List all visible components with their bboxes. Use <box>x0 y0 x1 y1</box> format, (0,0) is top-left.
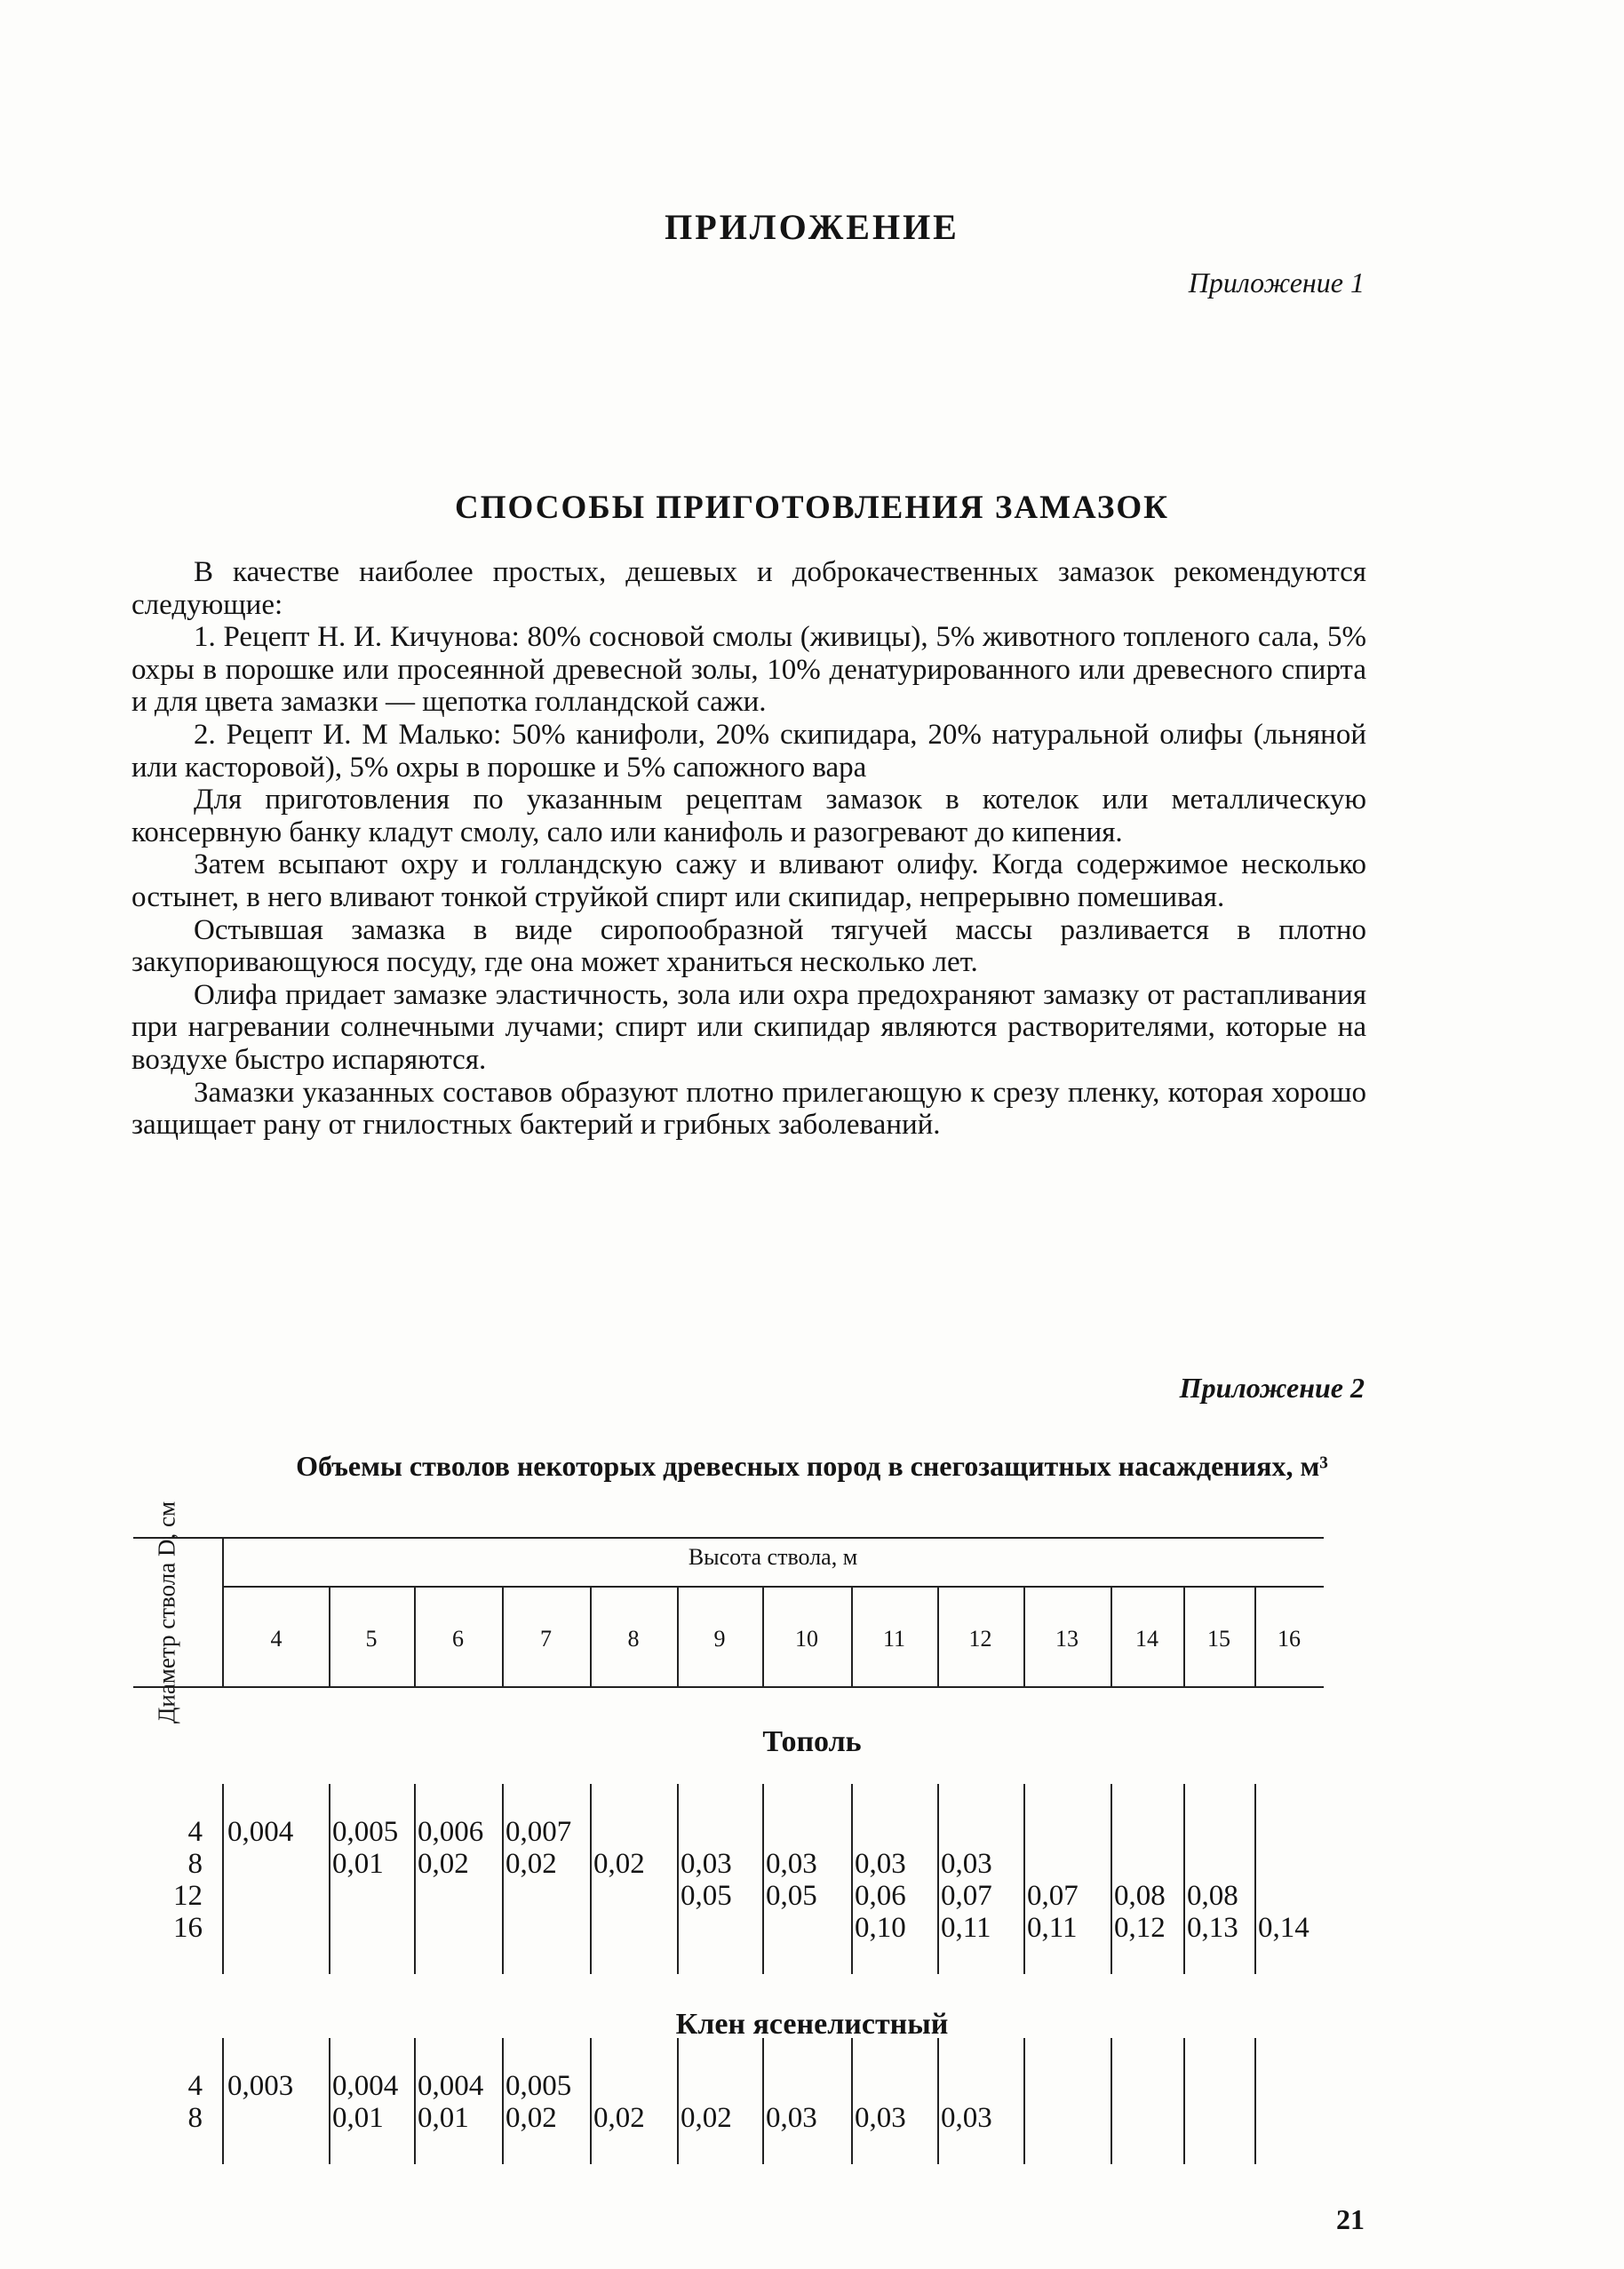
volume-cell: 0,02 <box>506 1848 557 1880</box>
body-text <box>131 556 1366 1142</box>
table-caption: Объемы стволов некоторых древесных пород в снегозащитных насаждениях, м³ <box>296 1450 1328 1482</box>
volume-cell: 0,004 <box>332 2070 399 2102</box>
column-divider <box>851 1784 853 1974</box>
column-divider <box>590 1586 592 1686</box>
paragraph: Для приготовления по указанным рецептам замазок в котелок или металлическую консервную банку кладут смолу, сало или канифоль и разогревают до кипения. <box>131 784 1366 848</box>
row-diameter: 4 <box>187 1816 203 1848</box>
height-column-header: 11 <box>882 1626 906 1652</box>
column-divider <box>329 1586 330 1686</box>
column-divider <box>677 2038 679 2164</box>
height-subheader-rule <box>222 1586 1324 1588</box>
volume-cell: 0,03 <box>855 2102 906 2134</box>
column-divider <box>851 1586 853 1686</box>
volume-cell: 0,03 <box>766 1848 817 1880</box>
row-header <box>114 1501 220 1724</box>
volume-cell: 0,13 <box>1187 1912 1238 1944</box>
header-bottom-rule <box>133 1686 1324 1688</box>
column-divider <box>677 1784 679 1974</box>
paragraph: 2. Рецепт И. М Малько: 50% канифоли, 20% скипидара, 20% натуральной олифы (льняной или касторовой), 5% охры в порошке и 5% сапожного вара <box>131 718 1366 784</box>
volume-cell: 0,006 <box>418 1816 484 1848</box>
volume-cell: 0,004 <box>418 2070 484 2102</box>
row-diameter: 4 <box>187 2070 203 2102</box>
volume-cell: 0,03 <box>855 1848 906 1880</box>
paragraph: Остывшая замазка в виде сиропообразной тягучей массы разливается в плотно закупоривающуюся посуду, где она может храниться несколько лет. <box>131 913 1366 979</box>
row-header-text: Диаметр ствола D, см <box>153 1501 180 1724</box>
volume-cell: 0,003 <box>227 2070 294 2102</box>
volume-cell: 0,02 <box>593 2102 645 2134</box>
volume-cell: 0,005 <box>506 2070 572 2102</box>
paragraph: Замазки указанных составов образуют плотно прилегающую к срезу пленку, которая хорошо защищает рану от гнилостных бактерий и грибных заболеваний. <box>131 1076 1366 1142</box>
height-column-header: 10 <box>795 1626 818 1652</box>
column-divider <box>762 1586 764 1686</box>
volume-cell: 0,03 <box>941 2102 992 2134</box>
paragraph: Олифа придает замазке эластичность, зола или охра предохраняют замазку от растапливания при нагревании солнечными лучами; спирт или скипидар являются растворителями, которые на воздухе быстро испаряются. <box>131 978 1366 1076</box>
volume-cell: 0,05 <box>766 1880 817 1912</box>
volume-cell: 0,10 <box>855 1912 906 1944</box>
volume-cell: 0,06 <box>855 1880 906 1912</box>
column-divider <box>1111 1784 1112 1974</box>
column-divider <box>222 1537 224 1686</box>
column-divider <box>1183 1784 1185 1974</box>
paragraph: В качестве наиболее простых, дешевых и доброкачественных замазок рекомендуются следующие: <box>131 556 1366 621</box>
volume-cell: 0,03 <box>941 1848 992 1880</box>
volume-cell: 0,14 <box>1258 1912 1310 1944</box>
height-header: Высота ствола, м <box>688 1544 858 1570</box>
appendix-1-label: Приложение 1 <box>1188 267 1365 299</box>
column-divider <box>677 1586 679 1686</box>
column-divider <box>937 1784 939 1974</box>
column-divider <box>1183 1586 1185 1686</box>
volume-cell: 0,03 <box>681 1848 732 1880</box>
volume-cell: 0,07 <box>941 1880 992 1912</box>
volume-cell: 0,05 <box>681 1880 732 1912</box>
volume-cell: 0,004 <box>227 1816 294 1848</box>
paragraph: 1. Рецепт Н. И. Кичунова: 80% сосновой смолы (живицы), 5% животного топленого сала, 5% охры в порошке или просеянной древесной золы, 10% денатурированного или древесного спирта и для цвета замазки — щепотка голландской сажи. <box>131 621 1366 719</box>
column-divider <box>329 1784 330 1974</box>
column-divider <box>414 1784 416 1974</box>
row-diameter: 8 <box>187 1848 203 1880</box>
paragraph: Затем всыпают охру и голландскую сажу и вливают олифу. Когда содержимое несколько остынет, в него вливают тонкой струйкой спирт или скипидар, непрерывно помешивая. <box>131 848 1366 913</box>
appendix-2-label: Приложение 2 <box>1179 1372 1365 1404</box>
column-divider <box>1111 1586 1112 1686</box>
section-title: СПОСОБЫ ПРИГОТОВЛЕНИЯ ЗАМАЗОК <box>455 490 1169 526</box>
column-divider <box>222 1784 224 1974</box>
column-divider <box>414 2038 416 2164</box>
height-column-header: 13 <box>1055 1626 1079 1652</box>
volume-cell: 0,11 <box>1027 1912 1078 1944</box>
column-divider <box>1254 1586 1256 1686</box>
species-title: Тополь <box>762 1725 862 1758</box>
height-column-header: 15 <box>1207 1626 1230 1652</box>
volume-cell: 0,07 <box>1027 1880 1079 1912</box>
volume-cell: 0,11 <box>941 1912 991 1944</box>
height-column-header: 9 <box>713 1626 726 1652</box>
column-divider <box>590 1784 592 1974</box>
column-divider <box>1111 2038 1112 2164</box>
volume-cell: 0,01 <box>332 1848 384 1880</box>
column-divider <box>851 2038 853 2164</box>
volume-cell: 0,01 <box>418 2102 469 2134</box>
column-divider <box>329 2038 330 2164</box>
height-column-header: 14 <box>1135 1626 1158 1652</box>
column-divider <box>1254 2038 1256 2164</box>
column-divider <box>590 2038 592 2164</box>
row-diameter: 8 <box>187 2102 203 2134</box>
column-divider <box>502 1586 504 1686</box>
column-divider <box>762 2038 764 2164</box>
volume-cell: 0,02 <box>506 2102 557 2134</box>
volume-cell: 0,08 <box>1187 1880 1238 1912</box>
volume-cell: 0,01 <box>332 2102 384 2134</box>
column-divider <box>222 2038 224 2164</box>
column-divider <box>1023 1784 1025 1974</box>
height-column-header: 6 <box>452 1626 464 1652</box>
column-divider <box>1254 1784 1256 1974</box>
volume-cell: 0,03 <box>766 2102 817 2134</box>
height-column-header: 7 <box>540 1626 552 1652</box>
species-title: Клен ясенелистный <box>675 2008 949 2041</box>
height-column-header: 8 <box>627 1626 640 1652</box>
page-number: 21 <box>1336 2203 1365 2235</box>
height-column-header: 16 <box>1278 1626 1301 1652</box>
column-divider <box>937 2038 939 2164</box>
column-divider <box>1183 2038 1185 2164</box>
column-divider <box>762 1784 764 1974</box>
height-column-header: 4 <box>270 1626 283 1652</box>
volume-cell: 0,02 <box>418 1848 469 1880</box>
column-divider <box>1023 1586 1025 1686</box>
volume-cell: 0,12 <box>1114 1912 1166 1944</box>
volume-cell: 0,08 <box>1114 1880 1166 1912</box>
table-top-rule <box>133 1537 1324 1539</box>
volume-cell: 0,007 <box>506 1816 572 1848</box>
column-divider <box>502 2038 504 2164</box>
column-divider <box>414 1586 416 1686</box>
volume-cell: 0,005 <box>332 1816 399 1848</box>
page-heading: ПРИЛОЖЕНИЕ <box>665 207 959 247</box>
height-column-header: 12 <box>968 1626 992 1652</box>
column-divider <box>1023 2038 1025 2164</box>
row-diameter: 16 <box>173 1912 203 1944</box>
volume-cell: 0,02 <box>681 2102 732 2134</box>
column-divider <box>937 1586 939 1686</box>
height-column-header: 5 <box>365 1626 378 1652</box>
volume-cell: 0,02 <box>593 1848 645 1880</box>
column-divider <box>502 1784 504 1974</box>
row-diameter: 12 <box>173 1880 203 1912</box>
